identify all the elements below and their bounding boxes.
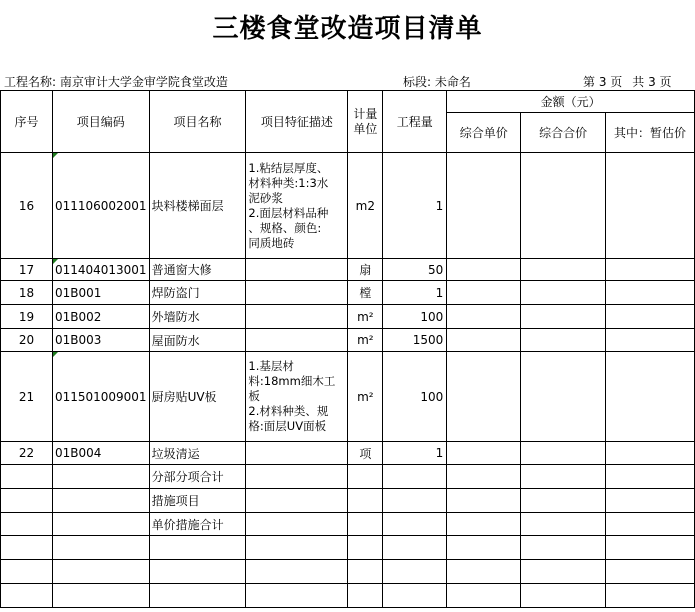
cell-seq: 16 — [1, 153, 53, 259]
cell-estimate — [606, 259, 695, 281]
cell-qty — [383, 584, 447, 608]
cell-name: 外墙防水 — [149, 305, 246, 329]
cell-qty: 50 — [383, 259, 447, 281]
header-total-price: 综合合价 — [521, 113, 606, 153]
cell-qty: 100 — [383, 352, 447, 442]
cell-feature — [246, 489, 348, 513]
cell-unit-price — [447, 442, 521, 465]
cell-total-price — [521, 281, 606, 305]
cell-total-price — [521, 584, 606, 608]
cell-name: 焊防盗门 — [149, 281, 246, 305]
cell-qty — [383, 489, 447, 513]
cell-seq: 19 — [1, 305, 53, 329]
table-row — [1, 352, 695, 442]
cell-feature — [246, 153, 348, 259]
header-unit-price: 综合单价 — [447, 113, 521, 153]
cell-code — [52, 560, 149, 584]
header-seq: 序号 — [1, 91, 53, 153]
cell-name: 措施项目 — [149, 489, 246, 513]
cell-unit: m² — [348, 329, 383, 352]
cell-qty — [383, 513, 447, 536]
cell-qty: 1500 — [383, 329, 447, 352]
cell-estimate — [606, 465, 695, 489]
cell-qty — [383, 465, 447, 489]
feature-line: 2.面层材料品种 — [248, 205, 329, 220]
cell-total-price — [521, 442, 606, 465]
cell-estimate — [606, 329, 695, 352]
cell-unit: 扇 — [348, 259, 383, 281]
cell-code: 01B003 — [52, 329, 149, 352]
cell-unit — [348, 584, 383, 608]
feature-line: 泥砂浆 — [248, 190, 283, 205]
cell-unit-price — [447, 259, 521, 281]
cell-unit — [348, 465, 383, 489]
cell-total-price — [521, 536, 606, 560]
cell-code — [52, 536, 149, 560]
cell-name: 厨房贴UV板 — [149, 352, 246, 442]
cell-qty: 100 — [383, 305, 447, 329]
feature-line: 1.基层材 — [248, 359, 294, 373]
cell-qty: 1 — [383, 153, 447, 259]
page-total: 共 3 页 — [632, 75, 672, 89]
cell-feature — [246, 513, 348, 536]
table-row — [1, 305, 695, 329]
cell-estimate — [606, 281, 695, 305]
header-amount: 金额（元） — [447, 91, 695, 113]
cell-seq: 17 — [1, 259, 53, 281]
header-estimate: 其中：暂估价 — [606, 113, 695, 153]
table-row — [1, 153, 695, 259]
cell-feature — [246, 584, 348, 608]
cell-estimate — [606, 489, 695, 513]
cell-unit: 项 — [348, 442, 383, 465]
cell-feature — [246, 329, 348, 352]
table-row — [1, 513, 695, 536]
cell-feature — [246, 536, 348, 560]
section-name: 标段: 未命名 — [403, 75, 471, 89]
header-unit: 计量单位 — [348, 91, 383, 153]
cell-feature — [246, 281, 348, 305]
cell-code: 01B001 — [52, 281, 149, 305]
cell-estimate — [606, 560, 695, 584]
cell-name — [149, 536, 246, 560]
cell-name: 分部分项合计 — [149, 465, 246, 489]
page-title: 三楼食堂改造项目清单 — [212, 14, 483, 44]
project-name: 工程名称: 南京审计大学金审学院食堂改造 — [4, 75, 228, 89]
cell-name — [149, 584, 246, 608]
cell-unit-price — [447, 329, 521, 352]
feature-line: 料:18mm细木工 — [248, 374, 336, 388]
cell-estimate — [606, 442, 695, 465]
cell-name: 单价措施合计 — [149, 513, 246, 536]
cell-code — [52, 584, 149, 608]
cell-feature — [246, 465, 348, 489]
cell-name: 屋面防水 — [149, 329, 246, 352]
cell-unit-price — [447, 465, 521, 489]
cell-code — [52, 513, 149, 536]
cell-estimate — [606, 352, 695, 442]
table-row — [1, 560, 695, 584]
cell-qty — [383, 560, 447, 584]
cell-unit — [348, 560, 383, 584]
cell-unit — [348, 489, 383, 513]
cell-code — [52, 465, 149, 489]
cell-estimate — [606, 513, 695, 536]
cell-code: 01B002 — [52, 305, 149, 329]
cell-name: 普通窗大修 — [149, 259, 246, 281]
bill-table — [0, 90, 695, 608]
table-row — [1, 536, 695, 560]
feature-line: 板 — [248, 389, 260, 403]
cell-code — [52, 489, 149, 513]
feature-line: 同质地砖 — [248, 235, 295, 250]
feature-line: 材料种类:1:3水 — [248, 175, 329, 190]
cell-total-price — [521, 259, 606, 281]
cell-feature — [246, 442, 348, 465]
feature-line: 1.粘结层厚度、 — [248, 160, 329, 175]
cell-code: 011404013001 — [52, 259, 149, 281]
feature-line: 2.材料种类、规 — [248, 404, 329, 418]
table-row — [1, 281, 695, 305]
cell-unit: 樘 — [348, 281, 383, 305]
table-row — [1, 465, 695, 489]
header-feature: 项目特征描述 — [246, 91, 348, 153]
cell-total-price — [521, 489, 606, 513]
table-row — [1, 259, 695, 281]
cell-unit-price — [447, 352, 521, 442]
cell-seq: 21 — [1, 352, 53, 442]
cell-estimate — [606, 153, 695, 259]
page-current: 第 3 页 — [583, 75, 623, 89]
cell-unit: m² — [348, 352, 383, 442]
cell-estimate — [606, 536, 695, 560]
cell-seq — [1, 465, 53, 489]
cell-feature — [246, 259, 348, 281]
cell-total-price — [521, 329, 606, 352]
cell-seq: 22 — [1, 442, 53, 465]
cell-qty — [383, 536, 447, 560]
cell-unit: m2 — [348, 153, 383, 259]
cell-seq — [1, 489, 53, 513]
cell-code: 01B004 — [52, 442, 149, 465]
cell-seq — [1, 584, 53, 608]
cell-unit-price — [447, 513, 521, 536]
cell-seq — [1, 513, 53, 536]
cell-unit-price — [447, 560, 521, 584]
cell-code: 011106002001 — [52, 153, 149, 259]
page-indicator — [583, 73, 682, 90]
cell-unit-price — [447, 489, 521, 513]
cell-total-price — [521, 305, 606, 329]
header-qty: 工程量 — [383, 91, 447, 153]
table-row — [1, 442, 695, 465]
header-code: 项目编码 — [52, 91, 149, 153]
cell-name: 块料楼梯面层 — [149, 153, 246, 259]
table-row — [1, 584, 695, 608]
cell-name: 垃圾清运 — [149, 442, 246, 465]
cell-seq: 20 — [1, 329, 53, 352]
cell-unit-price — [447, 584, 521, 608]
cell-unit-price — [447, 536, 521, 560]
cell-estimate — [606, 305, 695, 329]
cell-total-price — [521, 352, 606, 442]
cell-unit — [348, 536, 383, 560]
cell-unit-price — [447, 281, 521, 305]
cell-feature — [246, 560, 348, 584]
cell-seq — [1, 536, 53, 560]
cell-code: 011501009001 — [52, 352, 149, 442]
cell-seq: 18 — [1, 281, 53, 305]
cell-total-price — [521, 513, 606, 536]
feature-line: 格:面层UV面板 — [248, 419, 327, 433]
cell-qty: 1 — [383, 442, 447, 465]
feature-line: 、规格、颜色: — [248, 220, 322, 235]
cell-qty: 1 — [383, 281, 447, 305]
cell-seq — [1, 560, 53, 584]
header-name: 项目名称 — [149, 91, 246, 153]
cell-unit — [348, 513, 383, 536]
cell-total-price — [521, 465, 606, 489]
cell-unit-price — [447, 153, 521, 259]
cell-unit: m² — [348, 305, 383, 329]
cell-name — [149, 560, 246, 584]
cell-total-price — [521, 560, 606, 584]
cell-unit-price — [447, 305, 521, 329]
cell-feature — [246, 352, 348, 442]
cell-total-price — [521, 153, 606, 259]
cell-feature — [246, 305, 348, 329]
table-row — [1, 329, 695, 352]
cell-estimate — [606, 584, 695, 608]
table-row — [1, 489, 695, 513]
